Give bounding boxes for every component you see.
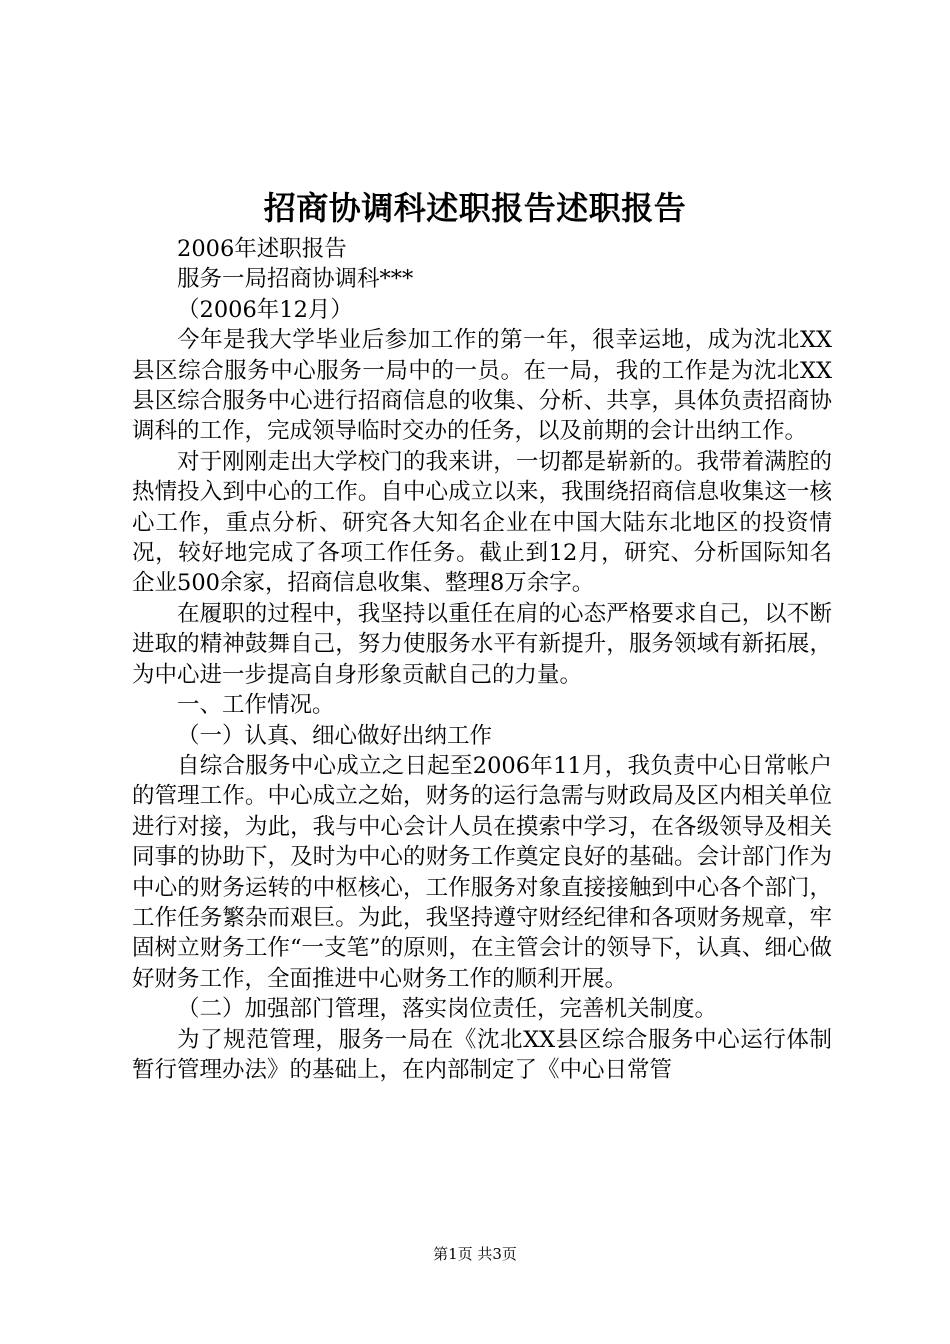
author-line: 服务一局招商协调科*** (177, 266, 414, 293)
subsection-heading: （二）加强部门管理，落实岗位责任，完善机关制度。 (177, 996, 718, 1023)
section-heading: 一、工作情况。 (177, 692, 335, 719)
page-footer: 第1页 共3页 (433, 1245, 517, 1263)
body-paragraph: 对于刚刚走出大学校门的我来讲，一切都是崭新的。我带着满腔的热情投入到中心的工作。自中心成立以来，我围绕招商信息收集这一核心工作，重点分析、研究各大知名企业在中国大陆东北地区的投资情况，较好地完成了各项工作任务。截止到12月，研究、分析国际知名企业500余家，招商信息收集、整理8万余字。 (132, 448, 832, 597)
body-paragraph: 自综合服务中心成立之日起至2006年11月，我负责中心日常帐户的管理工作。中心成立之始，财务的运行急需与财政局及区内相关单位进行对接，为此，我与中心会计人员在摸索中学习，在各级领导及相关同事的协助下，及时为中心的财务工作奠定良好的基础。会计部门作为中心的财务运转的中枢核心，工作服务对象直接接触到中心各个部门，工作任务繁杂而艰巨。为此，我坚持遵守财经纪律和各项财务规章，牢固树立财务工作“一支笔”的原则，在主管会计的领导下，认真、细心做好财务工作，全面推进中心财务工作的顺利开展。 (132, 752, 832, 992)
document-title: 招商协调科述职报告述职报告 (263, 189, 687, 227)
document-body (132, 234, 832, 1085)
report-year-line: 2006年述职报告 (177, 236, 347, 262)
body-paragraph: 在履职的过程中，我坚持以重任在肩的心态严格要求自己，以不断进取的精神鼓舞自己，努力使服务水平有新提升，服务领域有新拓展，为中心进一步提高自身形象贡献自己的力量。 (132, 600, 832, 688)
date-line: （2006年12月） (177, 296, 353, 323)
body-paragraph: 今年是我大学毕业后参加工作的第一年，很幸运地，成为沈北XX县区综合服务中心服务一局中的一员。在一局，我的工作是为沈北XX县区综合服务中心进行招商信息的收集、分析、共享，具体负责招商协调科的工作，完成领导临时交办的任务，以及前期的会计出纳工作。 (132, 327, 832, 445)
subsection-heading: （一）认真、细心做好出纳工作 (177, 722, 493, 749)
body-paragraph: 为了规范管理，服务一局在《沈北XX县区综合服务中心运行体制暂行管理办法》的基础上，在内部制定了《中心日常管 (132, 1026, 832, 1083)
